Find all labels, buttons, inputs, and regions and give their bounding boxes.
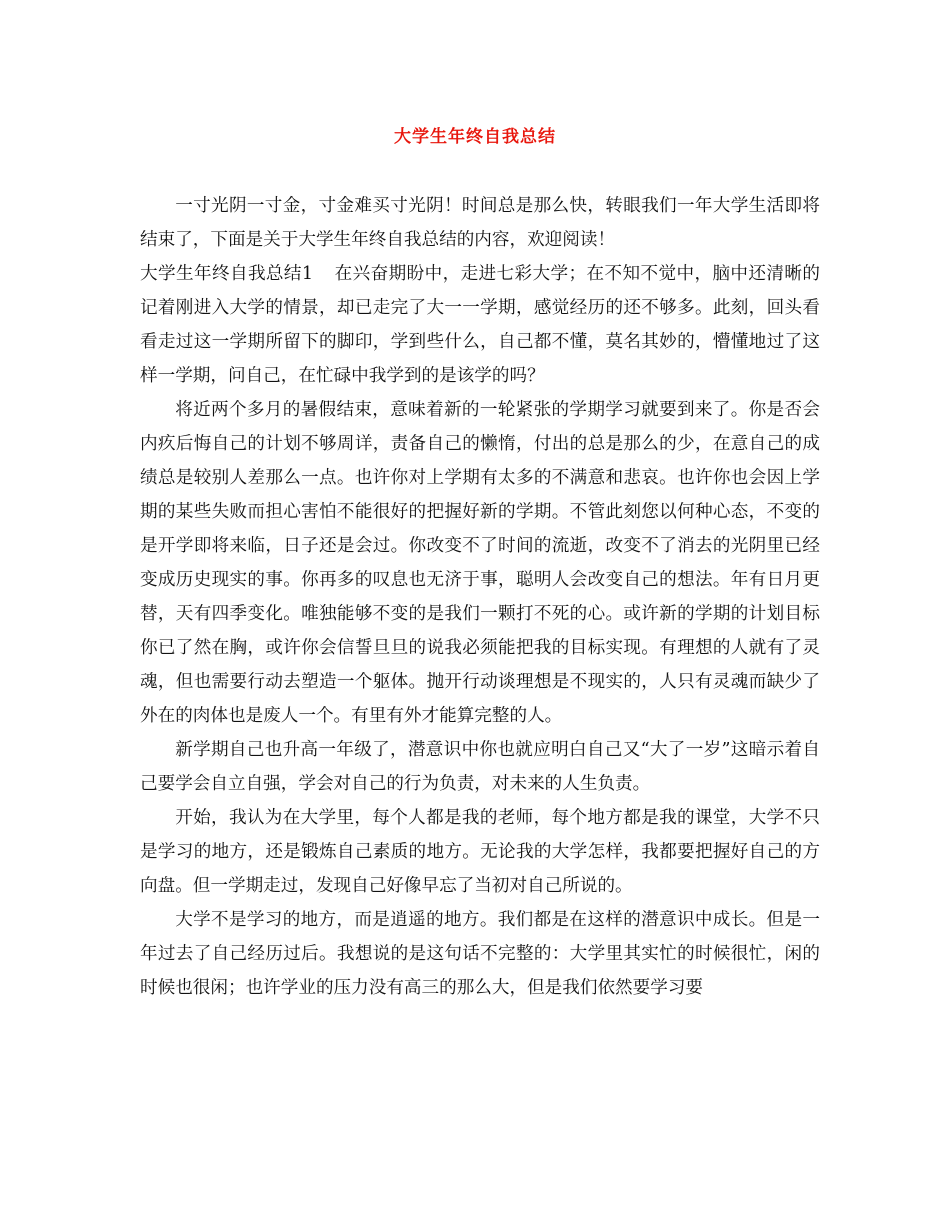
document-body xyxy=(140,189,820,1005)
body-paragraph-2: 新学期自己也升高一年级了，潜意识中你也就应明白自己又“大了一岁”这暗示着自己要学会自立自强，学会对自己的行为负责，对未来的人生负责。 xyxy=(140,740,820,794)
intro-paragraph: 一寸光阴一寸金，寸金难买寸光阴！时间总是那么快，转眼我们一年大学生活即将结束了，下面是关于大学生年终自我总结的内容，欢迎阅读！ xyxy=(140,196,820,250)
body-paragraph-1: 将近两个多月的暑假结束，意味着新的一轮紧张的学期学习就要到来了。你是否会内疚后悔自己的计划不够周详，责备自己的懒惰，付出的总是那么的少，在意自己的成绩总是较别人差那么一点。也许你对上学期有太多的不满意和悲哀。也许你也会因上学期的某些失败而担心害怕不能很好的把握好新的学期。不管此刻您以何种心态，不变的是开学即将来临，日子还是会过。你改变不了时间的流逝，改变不了消去的光阴里已经变成历史现实的事。你再多的叹息也无济于事，聪明人会改变自己的想法。年有日月更替，天有四季变化。唯独能够不变的是我们一颗打不死的心。或许新的学期的计划目标你已了然在胸，或许你会信誓旦旦的说我必须能把我的目标实现。有理想的人就有了灵魂，但也需要行动去塑造一个躯体。抛开行动谈理想是不现实的，人只有灵魂而缺少了外在的肉体也是废人一个。有里有外才能算完整的人。 xyxy=(140,400,820,726)
body-paragraph-4: 大学不是学习的地方，而是逍遥的地方。我们都是在这样的潜意识中成长。但是一年过去了自己经历过后。我想说的是这句话不完整的：大学里其实忙的时候很忙，闲的时候也很闲；也许学业的压力没有高三的那么大，但是我们依然要学习要 xyxy=(140,910,820,998)
section-paragraph xyxy=(140,257,820,393)
section-heading: 大学生年终自我总结1 xyxy=(140,264,314,284)
body-paragraph-3: 开始，我认为在大学里，每个人都是我的老师，每个地方都是我的课堂，大学不只是学习的地方，还是锻炼自己素质的地方。无论我的大学怎样，我都要把握好自己的方向盘。但一学期走过，发现自己好像早忘了当初对自己所说的。 xyxy=(140,808,820,896)
section-first-text: 在兴奋期盼中，走进七彩大学；在不知不觉中，脑中还清晰的记着刚进入大学的情景，却已走完了大一一学期，感觉经历的还不够多。此刻，回头看看走过这一学期所留下的脚印，学到些什么，自己都不懂，莫名其妙的，懵懂地过了这样一学期，问自己，在忙碌中我学到的是该学的吗？ xyxy=(140,264,820,386)
document-title: 大学生年终自我总结 xyxy=(394,127,556,147)
